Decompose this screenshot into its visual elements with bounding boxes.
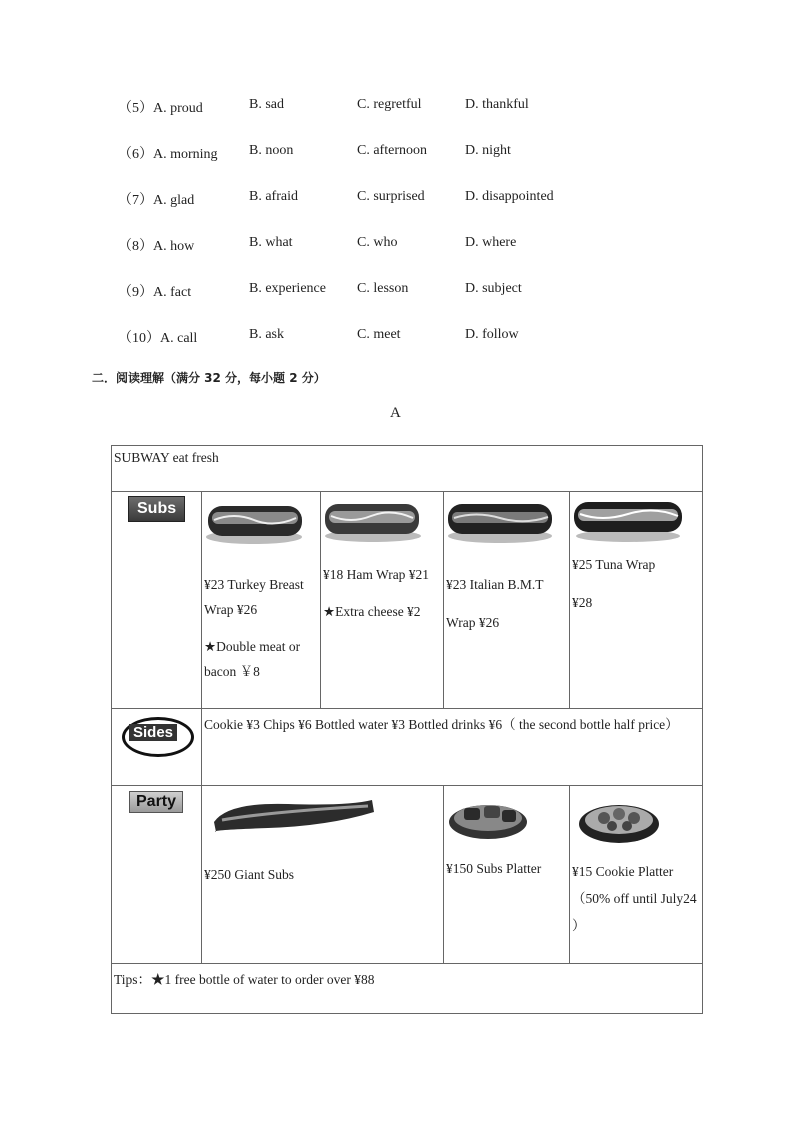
question-8-option-a: （8）A. how — [118, 239, 195, 254]
giant-subs-price: ¥250 Giant Subs — [204, 867, 295, 882]
sub-item-ham — [321, 492, 444, 709]
party-item-cookie-platter — [570, 786, 703, 964]
sides-label: Sides — [129, 724, 177, 741]
section-heading: 二．阅读理解（满分 32 分，每小题 2 分） — [92, 371, 326, 385]
question-5-option-a: （5）A. proud — [118, 101, 203, 116]
cookie-platter-price: ¥15 Cookie Platter（50% off until July24 ） — [572, 864, 697, 933]
tips: Tips：★1 free bottle of water to order over ¥88 — [112, 964, 703, 1014]
party-label: Party — [129, 791, 183, 813]
question-6-option-c: C. afternoon — [357, 143, 427, 158]
question-8-option-d: D. where — [465, 235, 517, 250]
question-6-option-b: B. noon — [249, 143, 294, 158]
turkey-note: ★Double meat or bacon ￥8 — [204, 639, 301, 679]
subs-label-cell — [112, 492, 202, 709]
tuna-sub-image — [572, 498, 684, 544]
question-5-option-c: C. regretful — [357, 97, 422, 112]
ham-note: ★Extra cheese ¥2 — [323, 604, 421, 619]
question-7-option-c: C. surprised — [357, 189, 425, 204]
subs-label: Subs — [128, 496, 185, 522]
party-label-cell — [112, 786, 202, 964]
subway-menu-table — [111, 445, 703, 1014]
sub-item-turkey — [202, 492, 321, 709]
sub-item-italian — [444, 492, 570, 709]
question-5-option-b: B. sad — [249, 97, 284, 112]
sides-items: Cookie ¥3 Chips ¥6 Bottled water ¥3 Bottled drinks ¥6（ the second bottle half price） — [202, 709, 703, 786]
question-8-option-b: B. what — [249, 235, 293, 250]
tuna-price: ¥25 Tuna Wrap — [572, 557, 656, 572]
question-5-option-d: D. thankful — [465, 97, 529, 112]
ham-price: ¥18 Ham Wrap ¥21 — [323, 567, 430, 582]
party-item-giant-subs — [202, 786, 444, 964]
question-10-option-d: D. follow — [465, 327, 519, 342]
giant-sub-image — [208, 792, 378, 840]
sub-item-tuna — [570, 492, 703, 709]
ham-sub-image — [323, 498, 423, 544]
question-7-option-a: （7）A. glad — [118, 193, 195, 208]
italian-price: ¥23 Italian B.M.T Wrap ¥26 — [446, 577, 544, 630]
question-10-option-b: B. ask — [249, 327, 284, 342]
question-7-option-b: B. afraid — [249, 189, 298, 204]
menu-header: SUBWAY eat fresh — [112, 446, 703, 492]
subs-platter-price: ¥150 Subs Platter — [446, 861, 542, 876]
question-10-option-a: （10）A. call — [118, 331, 198, 346]
question-9-option-a: （9）A. fact — [118, 285, 192, 300]
sides-label-cell — [112, 709, 202, 786]
tuna-wrap-price: ¥28 — [572, 595, 593, 610]
party-item-subs-platter — [444, 786, 570, 964]
subs-platter-image — [446, 792, 530, 842]
question-9-option-c: C. lesson — [357, 281, 409, 296]
turkey-price: ¥23 Turkey Breast Wrap ¥26 — [204, 577, 304, 617]
passage-letter: A — [390, 405, 401, 421]
question-6-option-d: D. night — [465, 143, 511, 158]
turkey-sub-image — [204, 498, 306, 548]
question-8-option-c: C. who — [357, 235, 398, 250]
italian-sub-image — [446, 498, 554, 546]
cookie-platter-image — [576, 792, 662, 846]
question-10-option-c: C. meet — [357, 327, 401, 342]
question-9-option-d: D. subject — [465, 281, 522, 296]
question-9-option-b: B. experience — [249, 281, 326, 296]
question-7-option-d: D. disappointed — [465, 189, 554, 204]
question-6-option-a: （6）A. morning — [118, 147, 218, 162]
